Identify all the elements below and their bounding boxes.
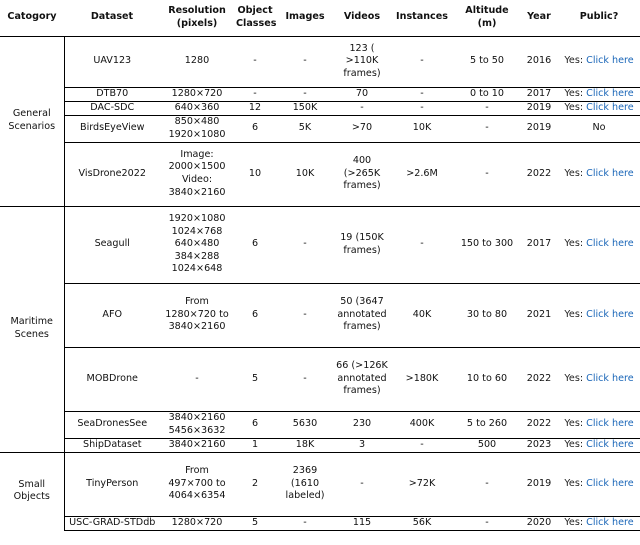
instances-cell: >180K bbox=[390, 347, 454, 411]
click-here-link[interactable]: Click here bbox=[586, 101, 634, 113]
header-dataset: Dataset bbox=[64, 0, 160, 36]
dataset-name: ShipDataset bbox=[64, 438, 160, 452]
resolution-cell: From 497×700 to 4064×6354 bbox=[160, 452, 234, 516]
table-row bbox=[0, 438, 640, 452]
images-cell: - bbox=[276, 206, 334, 283]
public-yes: Yes: bbox=[564, 438, 584, 450]
year-cell: 2017 bbox=[520, 87, 558, 101]
dataset-name: USC-GRAD-STDdb bbox=[64, 516, 160, 530]
classes-cell: - bbox=[234, 36, 276, 87]
click-here-link[interactable]: Click here bbox=[586, 87, 634, 99]
header-category: Catogory bbox=[0, 0, 64, 36]
year-cell: 2021 bbox=[520, 283, 558, 347]
category-small: Small Objects bbox=[0, 452, 64, 530]
altitude-cell: - bbox=[454, 516, 520, 530]
videos-cell: - bbox=[334, 101, 390, 115]
year-cell: 2016 bbox=[520, 36, 558, 87]
altitude-cell: 5 to 50 bbox=[454, 36, 520, 87]
category-general: General Scenarios bbox=[0, 36, 64, 206]
classes-cell: 6 bbox=[234, 115, 276, 142]
header-instances: Instances bbox=[390, 0, 454, 36]
videos-cell: 400 (>265K frames) bbox=[334, 142, 390, 206]
public-yes: Yes: bbox=[564, 55, 584, 67]
resolution-cell: 1280×720 bbox=[160, 87, 234, 101]
click-here-link[interactable]: Click here bbox=[586, 238, 634, 250]
public-cell bbox=[558, 206, 640, 283]
classes-cell: 5 bbox=[234, 347, 276, 411]
table-row bbox=[0, 206, 640, 283]
public-cell bbox=[558, 516, 640, 530]
altitude-cell: - bbox=[454, 452, 520, 516]
classes-cell: 6 bbox=[234, 206, 276, 283]
instances-cell: 10K bbox=[390, 115, 454, 142]
public-cell bbox=[558, 142, 640, 206]
resolution-cell: 1280×720 bbox=[160, 516, 234, 530]
dataset-name: DAC-SDC bbox=[64, 101, 160, 115]
videos-cell: 115 bbox=[334, 516, 390, 530]
instances-cell: >2.6M bbox=[390, 142, 454, 206]
images-cell: - bbox=[276, 36, 334, 87]
classes-cell: 12 bbox=[234, 101, 276, 115]
altitude-cell: - bbox=[454, 115, 520, 142]
public-yes: Yes: bbox=[564, 167, 584, 179]
classes-cell: 6 bbox=[234, 283, 276, 347]
dataset-name: SeaDronesSee bbox=[64, 411, 160, 438]
instances-cell: - bbox=[390, 87, 454, 101]
dataset-name: VisDrone2022 bbox=[64, 142, 160, 206]
images-cell: 5K bbox=[276, 115, 334, 142]
videos-cell: 123 ( >110K frames) bbox=[334, 36, 390, 87]
classes-cell: - bbox=[234, 87, 276, 101]
public-cell bbox=[558, 101, 640, 115]
images-cell: 10K bbox=[276, 142, 334, 206]
header-public: Public? bbox=[558, 0, 640, 36]
public-yes: Yes: bbox=[564, 372, 584, 384]
classes-cell: 2 bbox=[234, 452, 276, 516]
instances-cell: - bbox=[390, 206, 454, 283]
table-row bbox=[0, 411, 640, 438]
public-cell bbox=[558, 438, 640, 452]
videos-cell: 230 bbox=[334, 411, 390, 438]
header-videos: Videos bbox=[334, 0, 390, 36]
resolution-cell: From 1280×720 to 3840×2160 bbox=[160, 283, 234, 347]
dataset-name: AFO bbox=[64, 283, 160, 347]
classes-cell: 6 bbox=[234, 411, 276, 438]
images-cell: - bbox=[276, 87, 334, 101]
resolution-cell: 3840×2160 bbox=[160, 438, 234, 452]
table-row bbox=[0, 516, 640, 530]
dataset-name: BirdsEyeView bbox=[64, 115, 160, 142]
click-here-link[interactable]: Click here bbox=[586, 167, 634, 179]
year-cell: 2023 bbox=[520, 438, 558, 452]
table-row bbox=[0, 142, 640, 206]
table-row bbox=[0, 87, 640, 101]
resolution-cell: - bbox=[160, 347, 234, 411]
header-object-classes: Object Classes bbox=[234, 0, 276, 36]
click-here-link[interactable]: Click here bbox=[586, 55, 634, 67]
instances-cell: 56K bbox=[390, 516, 454, 530]
resolution-cell: 640×360 bbox=[160, 101, 234, 115]
header-resolution: Resolution (pixels) bbox=[160, 0, 234, 36]
resolution-cell: 850×480 1920×1080 bbox=[160, 115, 234, 142]
public-yes: Yes: bbox=[564, 101, 584, 113]
classes-cell: 1 bbox=[234, 438, 276, 452]
table-row bbox=[0, 115, 640, 142]
header-altitude: Altitude (m) bbox=[454, 0, 520, 36]
images-cell: - bbox=[276, 347, 334, 411]
click-here-link[interactable]: Click here bbox=[586, 477, 634, 489]
resolution-cell: 3840×2160 5456×3632 bbox=[160, 411, 234, 438]
dataset-name: Seagull bbox=[64, 206, 160, 283]
instances-cell: - bbox=[390, 101, 454, 115]
dataset-name: MOBDrone bbox=[64, 347, 160, 411]
table-row bbox=[0, 283, 640, 347]
year-cell: 2019 bbox=[520, 115, 558, 142]
year-cell: 2019 bbox=[520, 452, 558, 516]
click-here-link[interactable]: Click here bbox=[586, 308, 634, 320]
altitude-cell: - bbox=[454, 101, 520, 115]
table-row bbox=[0, 452, 640, 516]
year-cell: 2019 bbox=[520, 101, 558, 115]
table-row bbox=[0, 101, 640, 115]
instances-cell: - bbox=[390, 438, 454, 452]
images-cell: 150K bbox=[276, 101, 334, 115]
table-row bbox=[0, 347, 640, 411]
public-cell bbox=[558, 411, 640, 438]
classes-cell: 10 bbox=[234, 142, 276, 206]
instances-cell: >72K bbox=[390, 452, 454, 516]
instances-cell: 40K bbox=[390, 283, 454, 347]
resolution-cell: Image: 2000×1500 Video: 3840×2160 bbox=[160, 142, 234, 206]
click-here-link[interactable]: Click here bbox=[586, 438, 634, 450]
instances-cell: - bbox=[390, 36, 454, 87]
public-cell bbox=[558, 87, 640, 101]
images-cell: - bbox=[276, 516, 334, 530]
altitude-cell: 500 bbox=[454, 438, 520, 452]
instances-cell: 400K bbox=[390, 411, 454, 438]
altitude-cell: - bbox=[454, 142, 520, 206]
year-cell: 2022 bbox=[520, 347, 558, 411]
click-here-link[interactable]: Click here bbox=[586, 372, 634, 384]
dataset-name: DTB70 bbox=[64, 87, 160, 101]
altitude-cell: 0 to 10 bbox=[454, 87, 520, 101]
click-here-link[interactable]: Click here bbox=[586, 516, 634, 528]
videos-cell: 66 (>126K annotated frames) bbox=[334, 347, 390, 411]
year-cell: 2017 bbox=[520, 206, 558, 283]
header-images: Images bbox=[276, 0, 334, 36]
click-here-link[interactable]: Click here bbox=[586, 418, 634, 430]
images-cell: 2369 (1610 labeled) bbox=[276, 452, 334, 516]
public-cell bbox=[558, 36, 640, 87]
header-year: Year bbox=[520, 0, 558, 36]
videos-cell: 50 (3647 annotated frames) bbox=[334, 283, 390, 347]
public-yes: Yes: bbox=[564, 238, 584, 250]
videos-cell: - bbox=[334, 452, 390, 516]
altitude-cell: 10 to 60 bbox=[454, 347, 520, 411]
images-cell: - bbox=[276, 283, 334, 347]
videos-cell: 3 bbox=[334, 438, 390, 452]
altitude-cell: 30 to 80 bbox=[454, 283, 520, 347]
dataset-name: TinyPerson bbox=[64, 452, 160, 516]
public-cell: No bbox=[558, 115, 640, 142]
images-cell: 5630 bbox=[276, 411, 334, 438]
resolution-cell: 1920×1080 1024×768 640×480 384×288 1024×648 bbox=[160, 206, 234, 283]
public-yes: Yes: bbox=[564, 418, 584, 430]
altitude-cell: 150 to 300 bbox=[454, 206, 520, 283]
public-cell bbox=[558, 283, 640, 347]
classes-cell: 5 bbox=[234, 516, 276, 530]
year-cell: 2020 bbox=[520, 516, 558, 530]
videos-cell: 19 (150K frames) bbox=[334, 206, 390, 283]
category-maritime: Maritime Scenes bbox=[0, 206, 64, 452]
public-cell bbox=[558, 452, 640, 516]
public-yes: Yes: bbox=[564, 87, 584, 99]
public-yes: Yes: bbox=[564, 308, 584, 320]
public-cell bbox=[558, 347, 640, 411]
altitude-cell: 5 to 260 bbox=[454, 411, 520, 438]
images-cell: 18K bbox=[276, 438, 334, 452]
videos-cell: 70 bbox=[334, 87, 390, 101]
public-yes: Yes: bbox=[564, 516, 584, 528]
year-cell: 2022 bbox=[520, 411, 558, 438]
table-row bbox=[0, 36, 640, 87]
dataset-name: UAV123 bbox=[64, 36, 160, 87]
header-row bbox=[0, 0, 640, 36]
public-yes: Yes: bbox=[564, 477, 584, 489]
year-cell: 2022 bbox=[520, 142, 558, 206]
videos-cell: >70 bbox=[334, 115, 390, 142]
resolution-cell: 1280 bbox=[160, 36, 234, 87]
